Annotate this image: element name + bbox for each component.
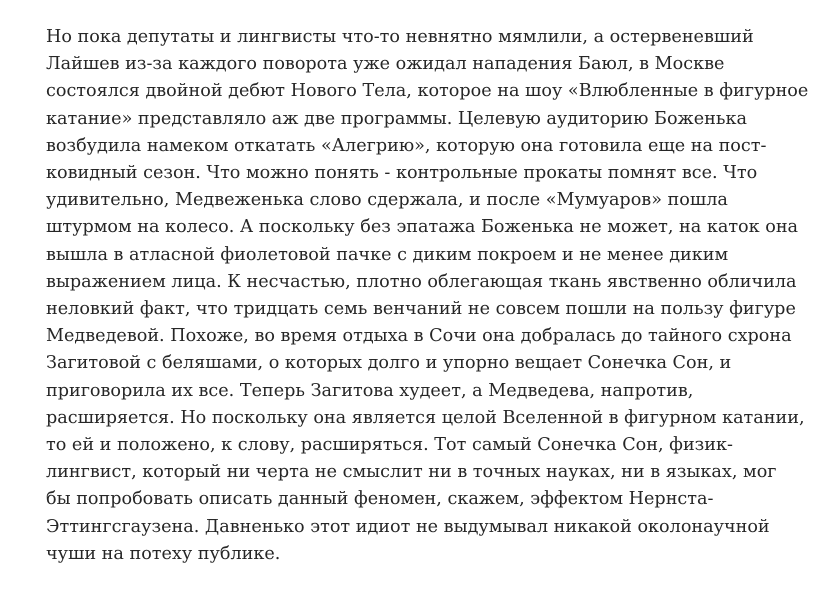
paragraph-line: возбудила намеком откатать «Алегрию», которую она готовила еще на пост- <box>46 135 767 156</box>
paragraph-line: Медведевой. Похоже, во время отдыха в Сочи она добралась до тайного схрона <box>46 326 792 347</box>
paragraph-line: чуши на потеху публике. <box>46 543 281 564</box>
paragraph-line: Но пока депутаты и лингвисты что-то невнятно мямлили, а остервеневший <box>46 27 754 47</box>
paragraph-line: состоялся двойной дебют Нового Тела, которое на шоу «Влюбленные в фигурное <box>46 81 809 102</box>
paragraph-line: выражением лица. К несчастью, плотно облегающая ткань явственно обличила <box>46 271 797 292</box>
article-paragraph <box>46 24 809 568</box>
paragraph-line: катание» представляло аж две программы. Целевую аудиторию Боженька <box>46 108 747 129</box>
paragraph-line: удивительно, Медвеженька слово сдержала, и после «Мумуаров» пошла <box>46 190 728 211</box>
paragraph-line: приговорила их все. Теперь Загитова худеет, а Медведева, напротив, <box>46 380 694 401</box>
paragraph-line: штурмом на колесо. А поскольку без эпатажа Боженька не может, на каток она <box>46 217 799 238</box>
paragraph-line: Загитовой с беляшами, о которых долго и упорно вещает Сонечка Сон, и <box>46 353 732 374</box>
paragraph-line: бы попробовать описать данный феномен, скажем, эффектом Нернста- <box>46 489 714 510</box>
paragraph-line: лингвист, который ни черта не смыслит ни в точных науках, ни в языках, мог <box>46 462 777 483</box>
paragraph-line: вышла в атласной фиолетовой пачке с диким покроем и не менее диким <box>46 244 729 265</box>
paragraph-line: расширяется. Но поскольку она является целой Вселенной в фигурном катании, <box>46 407 805 428</box>
paragraph-line: Лайшев из-за каждого поворота уже ожидал нападения Баюл, в Москве <box>46 54 725 75</box>
paragraph-line: Эттингсгаузена. Давненько этот идиот не выдумывал никакой околонаучной <box>46 516 770 537</box>
paragraph-line: ковидный сезон. Что можно понять - контрольные прокаты помнят все. Что <box>46 163 758 184</box>
paragraph-line: неловкий факт, что тридцать семь венчаний не совсем пошли на пользу фигуре <box>46 299 796 320</box>
paragraph-line: то ей и положено, к слову, расширяться. Тот самый Сонечка Сон, физик- <box>46 435 733 456</box>
